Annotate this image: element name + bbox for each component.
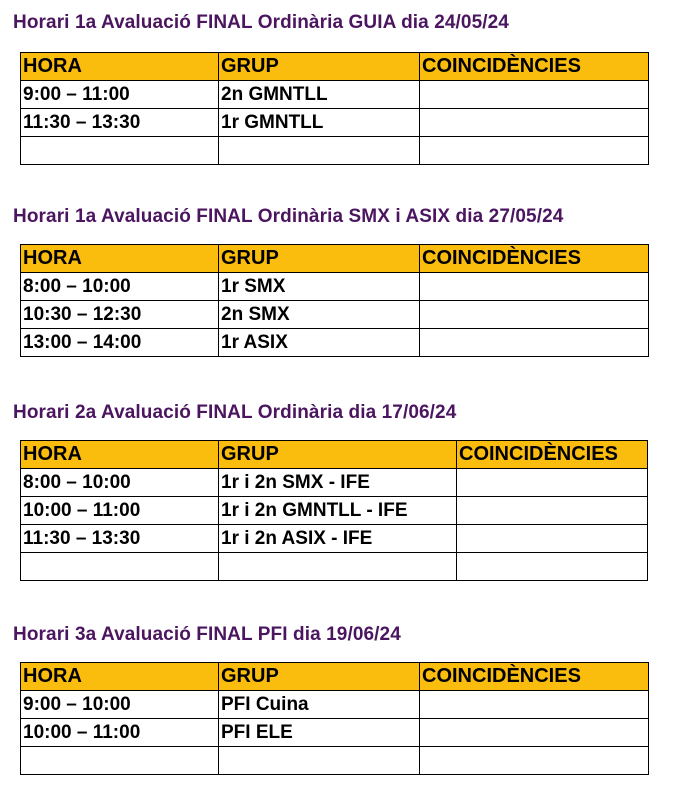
table-header-row [21, 245, 649, 273]
table-row [21, 747, 649, 775]
cell-coincidencies [420, 691, 649, 719]
cell-grup: 2n SMX [219, 301, 420, 329]
column-header-hora: HORA [21, 441, 219, 469]
column-header-grup: GRUP [219, 53, 420, 81]
column-header-grup: GRUP [219, 245, 420, 273]
schedule-title: Horari 3a Avaluació FINAL PFI dia 19/06/24 [13, 624, 401, 645]
cell-grup [219, 137, 420, 165]
cell-grup: 1r i 2n ASIX - IFE [219, 525, 457, 553]
column-header-coincidencies: COINCIDÈNCIES [457, 441, 648, 469]
cell-coincidencies [457, 497, 648, 525]
cell-coincidencies [457, 525, 648, 553]
cell-grup: 1r ASIX [219, 329, 420, 357]
cell-grup: PFI ELE [219, 719, 420, 747]
cell-hora [21, 137, 219, 165]
column-header-hora: HORA [21, 663, 219, 691]
cell-grup: 1r i 2n SMX - IFE [219, 469, 457, 497]
cell-grup: 1r GMNTLL [219, 109, 420, 137]
column-header-grup: GRUP [219, 441, 457, 469]
cell-hora [21, 553, 219, 581]
cell-coincidencies [420, 329, 649, 357]
cell-coincidencies [420, 137, 649, 165]
column-header-coincidencies: COINCIDÈNCIES [420, 663, 649, 691]
table-header-row [21, 53, 649, 81]
schedule-title: Horari 1a Avaluació FINAL Ordinària SMX i ASIX dia 27/05/24 [13, 206, 564, 227]
schedule-table [20, 440, 648, 581]
cell-grup: 1r i 2n GMNTLL - IFE [219, 497, 457, 525]
schedule-title: Horari 2a Avaluació FINAL Ordinària dia 17/06/24 [13, 402, 457, 423]
table-row [21, 301, 649, 329]
column-header-grup: GRUP [219, 663, 420, 691]
table-row [21, 719, 649, 747]
cell-hora [21, 747, 219, 775]
table-row [21, 273, 649, 301]
cell-hora: 10:30 – 12:30 [21, 301, 219, 329]
cell-grup [219, 747, 420, 775]
table-row [21, 497, 648, 525]
table-row [21, 329, 649, 357]
column-header-hora: HORA [21, 53, 219, 81]
schedule-table [20, 244, 649, 357]
schedule-table [20, 662, 649, 775]
table-header-row [21, 441, 648, 469]
cell-hora: 10:00 – 11:00 [21, 497, 219, 525]
cell-coincidencies [420, 109, 649, 137]
schedule-title: Horari 1a Avaluació FINAL Ordinària GUIA dia 24/05/24 [13, 12, 509, 33]
table-row [21, 691, 649, 719]
column-header-coincidencies: COINCIDÈNCIES [420, 53, 649, 81]
cell-coincidencies [457, 469, 648, 497]
column-header-hora: HORA [21, 245, 219, 273]
cell-hora: 10:00 – 11:00 [21, 719, 219, 747]
cell-hora: 8:00 – 10:00 [21, 469, 219, 497]
cell-coincidencies [420, 747, 649, 775]
cell-hora: 9:00 – 10:00 [21, 691, 219, 719]
cell-coincidencies [420, 719, 649, 747]
table-header-row [21, 663, 649, 691]
cell-grup: 2n GMNTLL [219, 81, 420, 109]
cell-coincidencies [457, 553, 648, 581]
column-header-coincidencies: COINCIDÈNCIES [420, 245, 649, 273]
cell-coincidencies [420, 301, 649, 329]
cell-hora: 13:00 – 14:00 [21, 329, 219, 357]
table-row [21, 137, 649, 165]
table-row [21, 525, 648, 553]
cell-hora: 11:30 – 13:30 [21, 109, 219, 137]
cell-grup [219, 553, 457, 581]
schedule-table [20, 52, 649, 165]
table-row [21, 109, 649, 137]
cell-hora: 8:00 – 10:00 [21, 273, 219, 301]
table-row [21, 81, 649, 109]
cell-grup: PFI Cuina [219, 691, 420, 719]
table-row [21, 553, 648, 581]
table-row [21, 469, 648, 497]
cell-grup: 1r SMX [219, 273, 420, 301]
cell-hora: 9:00 – 11:00 [21, 81, 219, 109]
cell-coincidencies [420, 273, 649, 301]
cell-hora: 11:30 – 13:30 [21, 525, 219, 553]
cell-coincidencies [420, 81, 649, 109]
